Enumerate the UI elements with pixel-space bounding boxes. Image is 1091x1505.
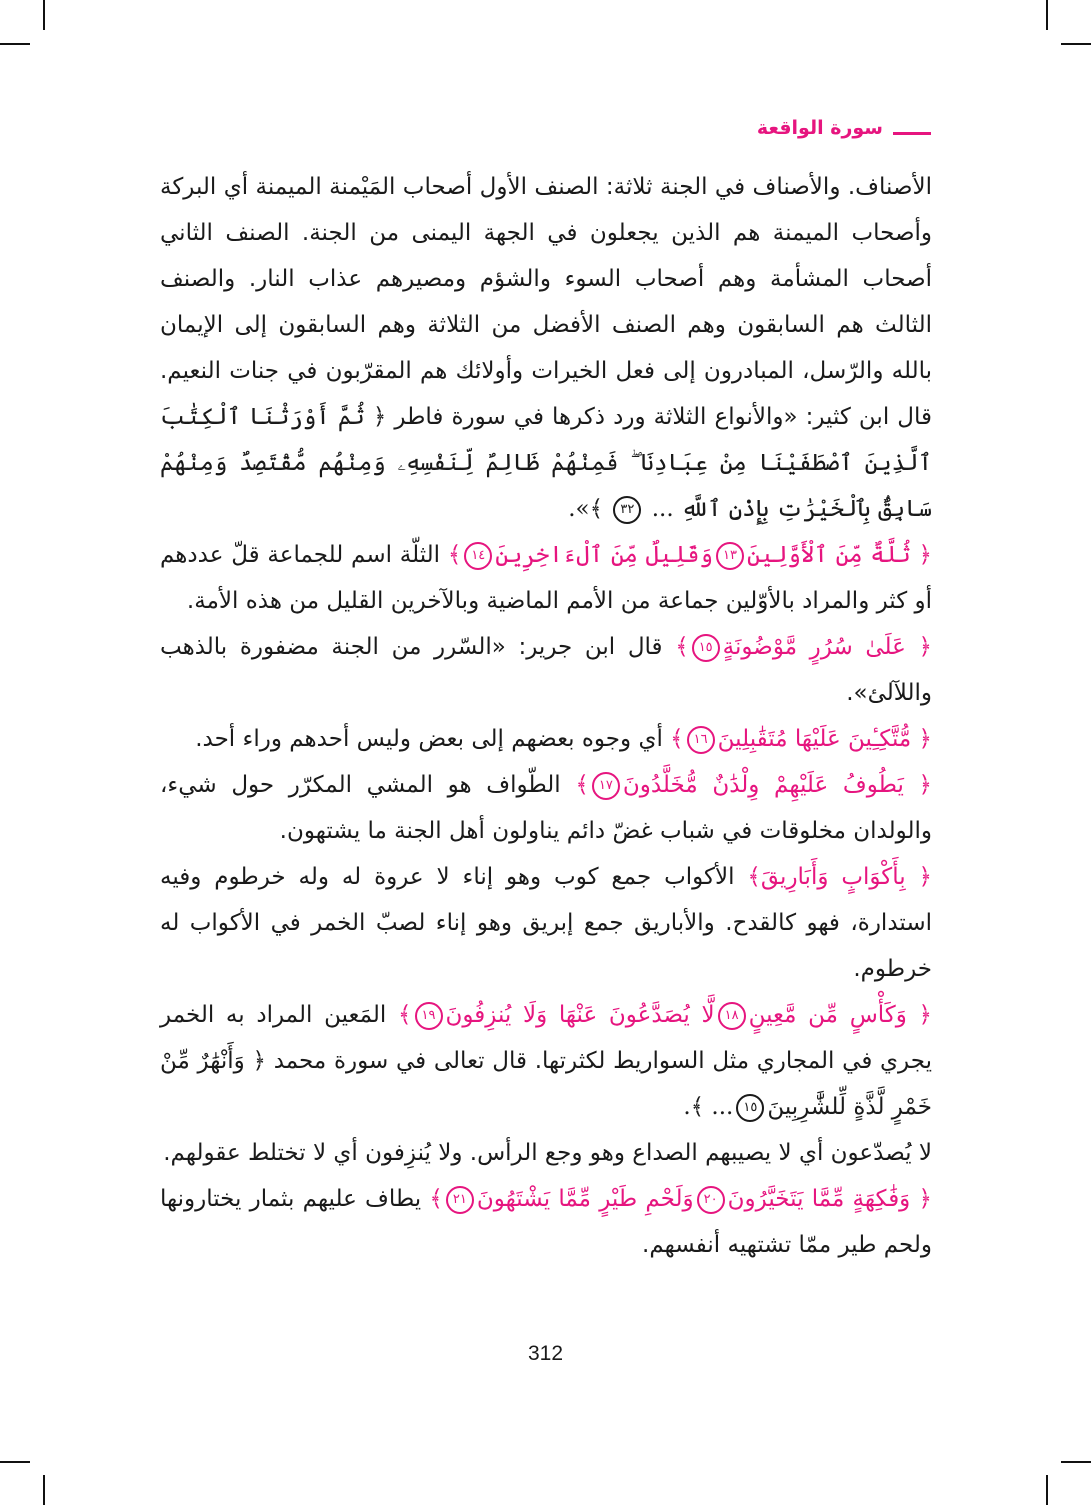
body-text: أي وجوه بعضهم إلى بعض وليس أحدهم وراء أحد. — [195, 726, 663, 752]
verse-text: وَقَلِيلٌ مِّنَ ٱلْءَاخِرِينَ — [495, 542, 713, 568]
body-text: الأصناف. والأصناف في الجنة ثلاثة: الصنف الأول أصحاب المَيْمنة الميمنة أي البركة وأصحاب الميمنة هم الذين يجعلون في الجهة اليمنى من الجنة. الصنف الثاني أصحاب المشأمة وهم أصحاب السوء والشؤم ومصيرهم عذاب النار. والصنف الثالث هم السابقون وهم الصنف الأفضل من الثلاثة وهم السابقون إلى الإيمان بالله والرّسل، المبادرون إلى فعل الخيرات وأولائك هم المقرّبون في جنات النعيم. قال ابن كثير: «والأنواع الثلاثة ورد ذكرها في سورة فاطر — [160, 174, 932, 430]
body-text: لا يُصدّعون أي لا يصيبهم الصداع وهو وجع الرأس. ولا يُنزِفون أي لا تختلط عقولهم. — [163, 1140, 932, 1166]
crop-mark — [43, 0, 45, 30]
quran-verse — [429, 1186, 932, 1212]
crop-mark — [1046, 0, 1048, 30]
crop-mark — [1061, 43, 1091, 45]
verse-text: ﴿ وَكَأْسٍ مِّن مَّعِينٍ — [748, 1002, 933, 1028]
verse-text: ﴿ ثُلَّةٌ مِّنَ ٱلْأَوَّلِينَ — [746, 542, 933, 568]
paragraph-akwab — [160, 854, 932, 992]
verse-bracket: ﴾ — [575, 772, 589, 798]
paragraph-yusaddaun — [160, 1130, 932, 1176]
verse-bracket: ﴾ — [398, 1002, 412, 1028]
crop-mark — [43, 1475, 45, 1505]
body-text: الثلّة اسم للجماعة قلّ عددهم أو كثر والمراد بالأوّلين جماعة من الأمم الماضية وبالآخرين القليل من هذه الأمة. — [160, 542, 932, 614]
ayah-marker: ١٥ — [736, 1094, 764, 1122]
ayah-marker: ١٨ — [718, 1002, 746, 1030]
surah-title: سورة الواقعة — [756, 117, 883, 139]
verse-bracket: ﴾ — [670, 726, 684, 752]
crop-mark — [0, 43, 30, 45]
running-header — [757, 112, 931, 144]
ayah-marker: ٢١ — [446, 1186, 474, 1214]
ayah-marker: ١٩ — [415, 1002, 443, 1030]
verse-bracket: ﴾ — [447, 542, 462, 568]
verse-text: ﴿ عَلَىٰ سُرُرٍ مَّوْضُونَةٍ — [722, 634, 932, 660]
paragraph-categories — [160, 164, 932, 532]
quote-close: ... ﴾. — [683, 1094, 734, 1120]
verse-text: لَّا يُصَدَّعُونَ عَنْهَا وَلَا يُنزِفُونَ — [445, 1002, 715, 1028]
ayah-marker: ٢٠ — [697, 1186, 725, 1214]
paragraph-muttakiin — [160, 716, 932, 762]
quran-verse — [747, 864, 932, 890]
paragraph-kas — [160, 992, 932, 1130]
quran-verse — [448, 542, 932, 568]
ayah-marker: ١٧ — [592, 772, 620, 800]
quran-verse — [575, 772, 932, 798]
verse-bracket: ﴾ — [747, 864, 761, 890]
verse-bracket: ﴾ — [429, 1186, 443, 1212]
verse-text: ﴿ بِأَكْوَابٍ وَأَبَارِيقَ — [760, 864, 933, 890]
body-text: يطاف عليهم بثمار يختارونها ولحم طير ممّا تشتهيه أنفسهم. — [160, 1186, 932, 1258]
body-text: الطّواف هو المشي المكرّر حول شيء، والولدان مخلوقات في شباب غضّ دائم يناولون أهل الجنة ما يشتهون. — [160, 772, 932, 844]
quote-text: ﴿ ثُمَّ أَوْرَثْنَا ٱلْكِتَٰبَ ٱلَّذِينَ ٱصْطَفَيْنَا مِنْ عِبَادِنَا ۖ فَمِنْهُمْ ظَالِمٌ لِّنَفْسِهِۦ وَمِنْهُم مُّقْتَصِدٌ وَمِنْهُمْ سَابِقٌۢ بِٱلْخَيْرَٰتِ بِإِذْنِ ٱللَّهِ ... — [160, 404, 932, 522]
quran-verse — [675, 634, 932, 660]
body-text: المَعين المراد به الخمر يجري في المجاري مثل السواريط لكثرتها. قال تعالى في سورة محمد — [160, 1002, 932, 1074]
paragraph-thullah — [160, 532, 932, 624]
ayah-marker: ١٤ — [464, 542, 492, 570]
verse-text: وَلَحْمِ طَيْرٍ مِّمَّا يَشْتَهُونَ — [476, 1186, 694, 1212]
verse-bracket: ﴾ — [675, 634, 689, 660]
paragraph-surur — [160, 624, 932, 716]
quote-text: ﴿ وَأَنْهَٰرٌ مِّنْ خَمْرٍ لَّذَّةٍ لِّلشَّٰرِبِينَ — [160, 1048, 932, 1120]
body-text: الأكواب جمع كوب وهو إناء لا عروة له وله خرطوم وفيه استدارة، فهو كالقدح. والأباريق جمع إبريق وهو إناء لصبّ الخمر في الأكواب له خرطوم. — [160, 864, 932, 982]
body-text: قال ابن جرير: «السّرر من الجنة مضفورة بالذهب واللآلئ». — [160, 634, 932, 706]
page-number: 312 — [527, 1342, 564, 1365]
quran-verse — [670, 726, 932, 752]
header-rule — [893, 132, 931, 135]
crop-mark — [1061, 1461, 1091, 1463]
paragraph-yatufu — [160, 762, 932, 854]
ayah-marker: ٣٢ — [613, 496, 641, 524]
ayah-marker: ١٦ — [687, 726, 715, 754]
ayah-marker: ١٥ — [692, 634, 720, 662]
page-body — [160, 164, 932, 1268]
verse-text: ﴿ يَطُوفُ عَلَيْهِمْ وِلْدَٰنٌ مُّخَلَّدُونَ — [622, 772, 932, 798]
ayah-marker: ١٣ — [716, 542, 744, 570]
verse-text: ﴿ وَفَٰكِهَةٍ مِّمَّا يَتَخَيَّرُونَ — [727, 1186, 932, 1212]
crop-mark — [0, 1461, 30, 1463]
crop-mark — [1046, 1475, 1048, 1505]
paragraph-fakiha — [160, 1176, 932, 1268]
verse-text: ﴿ مُّتَّكِـِٔينَ عَلَيْهَا مُتَقَٰبِلِينَ — [717, 726, 932, 752]
quran-verse — [398, 1002, 932, 1028]
quote-close: ﴾». — [568, 496, 611, 522]
